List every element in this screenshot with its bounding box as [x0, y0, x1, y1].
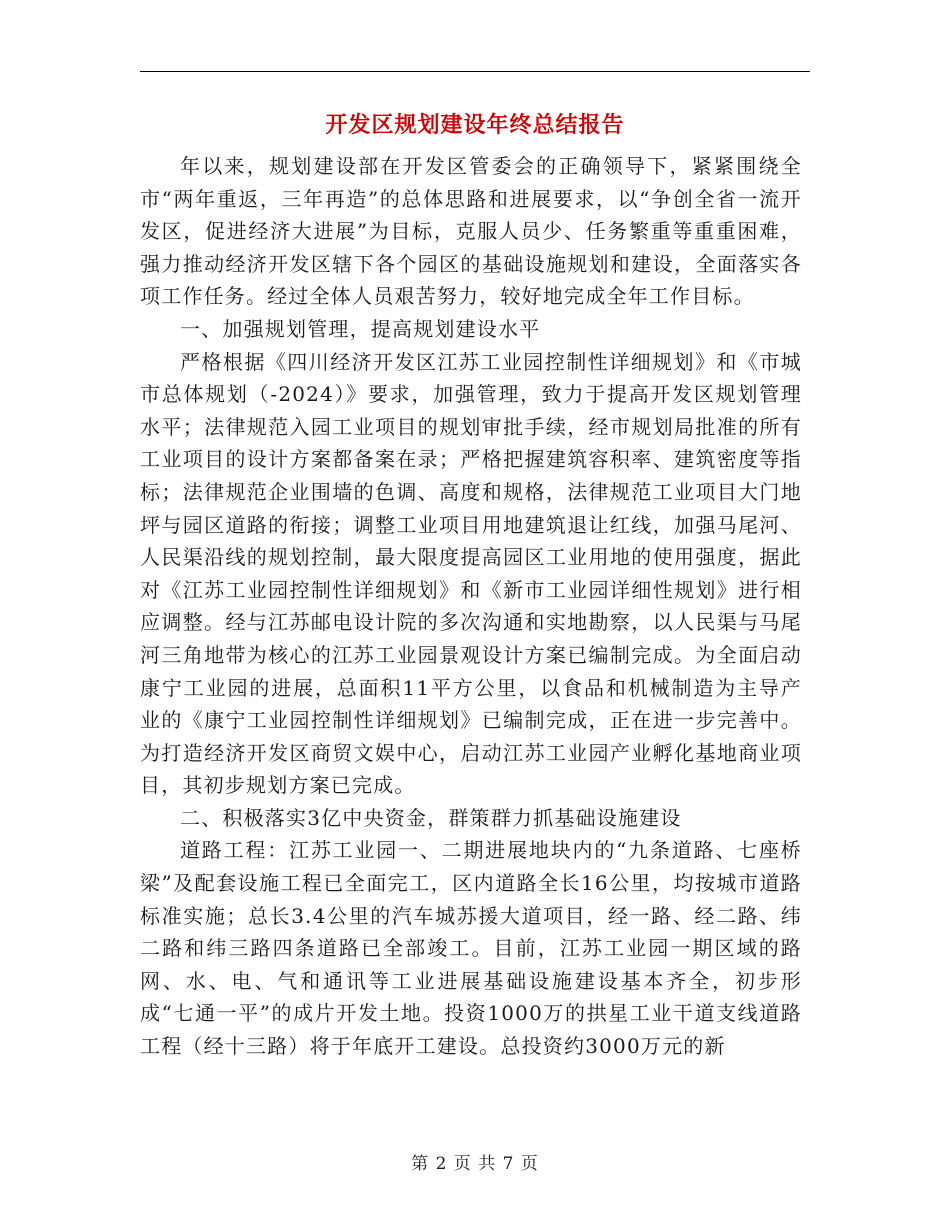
intro-paragraph: 年以来，规划建设部在开发区管委会的正确领导下，紧紧围绕全市“两年重返，三年再造”的总体思路和进展要求，以“争创全省一流开发区，促进经济大进展”为目标，克服人员少、任务繁重等重重困难，强力推动经济开发区辖下各个园区的基础设施规划和建设，全面落实各项工作任务。经过全体人员艰苦努力，较好地完成全年工作目标。	[140, 154, 802, 309]
page-number: 第 2 页 共 7 页	[411, 1154, 539, 1174]
document-title: 开发区规划建设年终总结报告	[325, 113, 625, 138]
header-rule	[140, 71, 810, 72]
section-1-paragraph: 严格根据《四川经济开发区江苏工业园控制性详细规划》和《市城市总体规划（-2024）》要求，加强管理，致力于提高开发区规划管理水平；法律规范入园工业项目的规划审批手续，经市规划局批准的所有工业项目的设计方案都备案在录；严格把握建筑容积率、建筑密度等指标；法律规范企业围墙的色调、高度和规格，法律规范工业项目大门地坪与园区道路的衔接；调整工业项目用地建筑退让红线，加强马尾河、人民渠沿线的规划控制，最大限度提高园区工业用地的使用强度，据此对《江苏工业园控制性详细规划》和《新市工业园详细性规划》进行相应调整。经与江苏邮电设计院的多次沟通和实地勘察，以人民渠与马尾河三角地带为核心的江苏工业园景观设计方案已编制完成。为全面启动康宁工业园的进展，总面积11平方公里，以食品和机械制造为主导产业的《康宁工业园控制性详细规划》已编制完成，正在进一步完善中。为打造经济开发区商贸文娱中心，启动江苏工业园产业孵化基地商业项目，其初步规划方案已完成。	[140, 349, 802, 798]
section-heading-2: 二、积极落实3亿中央资金，群策群力抓基础设施建设	[180, 805, 682, 830]
section-heading-1: 一、加强规划管理，提高规划建设水平	[180, 316, 541, 341]
section-2-paragraph: 道路工程：江苏工业园一、二期进展地块内的“九条道路、七座桥梁”及配套设施工程已全面完工，区内道路全长16公里，均按城市道路标准实施；总长3.4公里的汽车城苏援大道项目，经一路、经二路、纬二路和纬三路四条道路已全部竣工。目前，江苏工业园一期区域的路网、水、电、气和通讯等工业进展基础设施建设基本齐全，初步形成“七通一平”的成片开发土地。投资1000万的拱星工业干道支线道路工程（经十三路）将于年底开工建设。总投资约3000万元的新	[140, 838, 802, 1059]
document-body	[140, 150, 802, 1063]
